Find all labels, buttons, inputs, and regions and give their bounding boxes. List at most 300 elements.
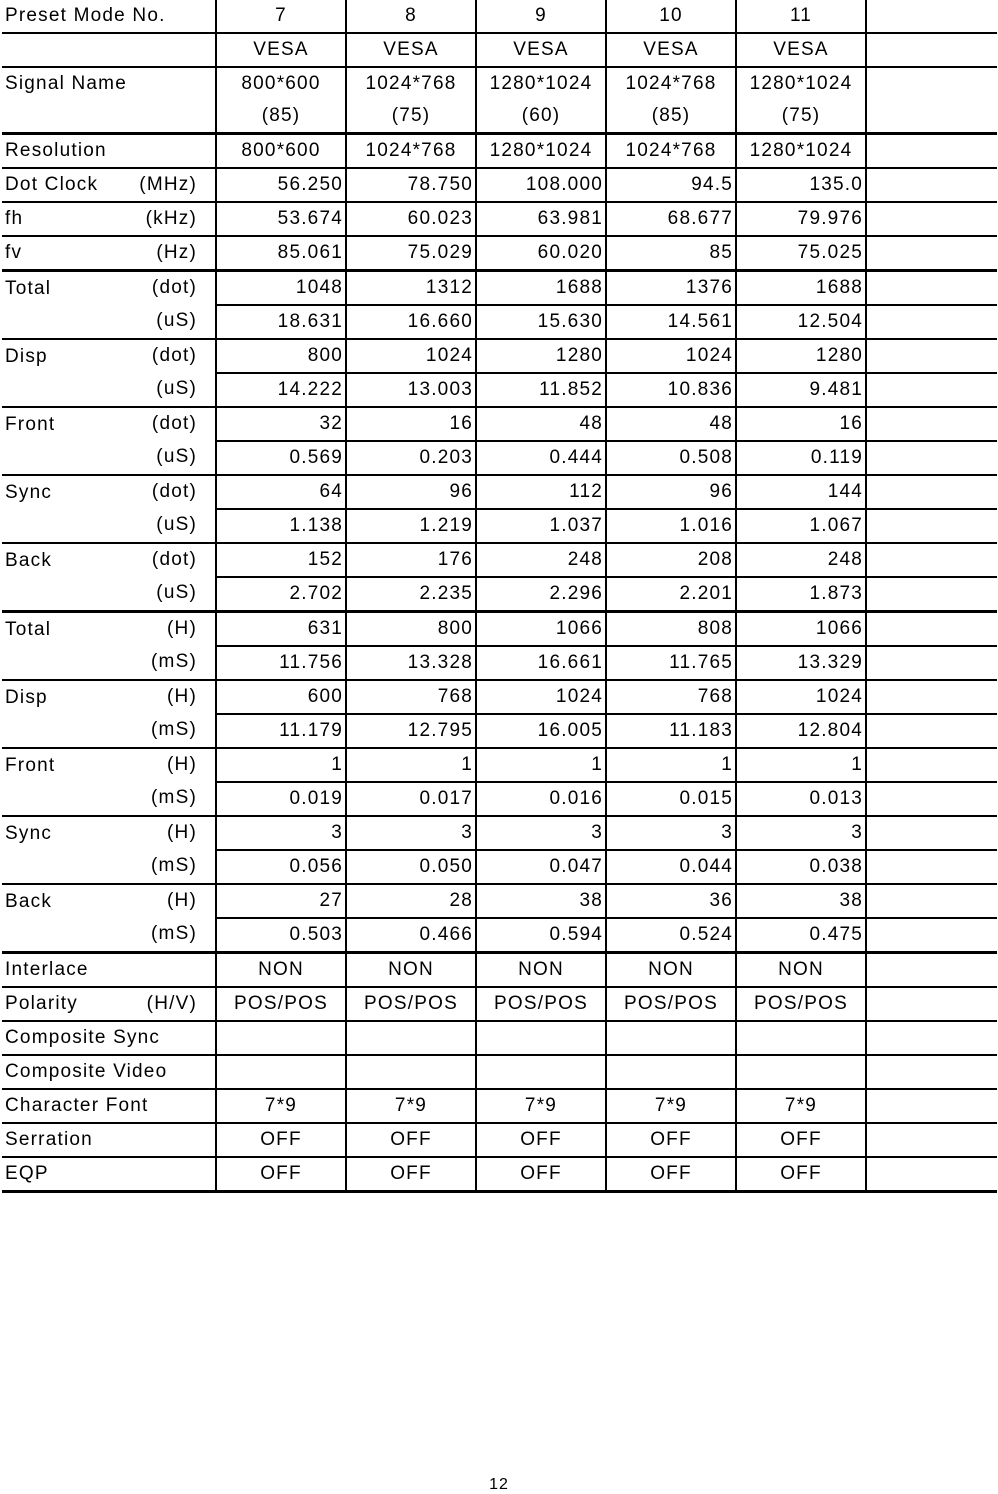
table-cell: 1.016 (606, 509, 736, 543)
table-row (2, 646, 997, 680)
table-cell: 1 (736, 748, 866, 782)
row-label (2, 1123, 216, 1157)
row-label (2, 67, 216, 100)
table-cell: 800 (346, 612, 476, 647)
table-cell: NON (346, 953, 476, 988)
row-label (2, 816, 216, 850)
empty-cell (866, 1157, 997, 1192)
table-cell: 1280*1024 (476, 67, 606, 100)
table-cell: 800 (216, 339, 346, 373)
table-cell: POS/POS (606, 987, 736, 1021)
table-row (2, 612, 997, 647)
table-cell: 14.222 (216, 373, 346, 407)
table-cell: OFF (346, 1123, 476, 1157)
table-cell: 7*9 (606, 1089, 736, 1123)
table-cell: POS/POS (346, 987, 476, 1021)
table-cell: 1024*768 (346, 67, 476, 100)
empty-cell (866, 33, 997, 67)
table-cell: (75) (736, 100, 866, 134)
row-label (2, 918, 216, 953)
row-label-text: Total (5, 618, 52, 640)
table-cell: 1.219 (346, 509, 476, 543)
table-cell: 1 (346, 748, 476, 782)
row-label (2, 1157, 216, 1192)
row-label (2, 271, 216, 306)
table-row (2, 373, 997, 407)
table-cell: 13.328 (346, 646, 476, 680)
table-cell: 0.016 (476, 782, 606, 816)
row-unit: (kHz) (145, 208, 197, 229)
table-cell: 1280 (736, 339, 866, 373)
table-cell: 7*9 (736, 1089, 866, 1123)
row-label (2, 884, 216, 918)
table-row (2, 1089, 997, 1123)
row-label (2, 475, 216, 509)
table-cell: (85) (606, 100, 736, 134)
row-unit: (dot) (151, 549, 197, 570)
table-cell: 0.038 (736, 850, 866, 884)
table-cell: 248 (476, 543, 606, 577)
row-label (2, 577, 216, 612)
table-cell: OFF (216, 1123, 346, 1157)
table-row (2, 680, 997, 714)
table-cell: 768 (346, 680, 476, 714)
table-cell: 1688 (736, 271, 866, 306)
table-cell: POS/POS (216, 987, 346, 1021)
row-unit: (mS) (151, 719, 197, 740)
table-cell: 27 (216, 884, 346, 918)
table-cell: 176 (346, 543, 476, 577)
row-label (2, 680, 216, 714)
table-cell: 48 (476, 407, 606, 441)
table-cell: 96 (606, 475, 736, 509)
table-cell: 2.296 (476, 577, 606, 612)
table-row (2, 202, 997, 236)
row-unit: (uS) (156, 514, 197, 535)
table-row (2, 918, 997, 953)
row-label-text: Sync (5, 822, 53, 844)
row-label (2, 441, 216, 475)
empty-cell (866, 714, 997, 748)
table-cell: 12.795 (346, 714, 476, 748)
table-cell: 1 (606, 748, 736, 782)
table-cell: 56.250 (216, 168, 346, 202)
table-row (2, 236, 997, 271)
table-cell: 112 (476, 475, 606, 509)
table-cell: 16 (736, 407, 866, 441)
table-row (2, 271, 997, 306)
table-cell: 0.524 (606, 918, 736, 953)
table-cell: 53.674 (216, 202, 346, 236)
signal-name-row (2, 67, 997, 100)
table-cell: 78.750 (346, 168, 476, 202)
empty-cell (866, 1089, 997, 1123)
table-cell: 0.466 (346, 918, 476, 953)
row-label-text: Polarity (5, 993, 78, 1014)
row-label-text: Composite Video (5, 1061, 168, 1082)
empty-cell (866, 1123, 997, 1157)
table-cell: 144 (736, 475, 866, 509)
table-cell: 9 (476, 0, 606, 33)
table-cell: 11.179 (216, 714, 346, 748)
row-label (2, 305, 216, 339)
table-cell: 1280*1024 (736, 67, 866, 100)
table-row (2, 1123, 997, 1157)
table-cell: 16.661 (476, 646, 606, 680)
table-cell (736, 1021, 866, 1055)
empty-cell (866, 271, 997, 306)
empty-cell (866, 509, 997, 543)
table-cell: NON (216, 953, 346, 988)
row-label (2, 1055, 216, 1089)
table-row (2, 1157, 997, 1192)
table-row (2, 577, 997, 612)
table-cell: 768 (606, 680, 736, 714)
table-cell: 94.5 (606, 168, 736, 202)
row-label (2, 168, 216, 202)
table-cell: 7 (216, 0, 346, 33)
table-cell: OFF (606, 1123, 736, 1157)
table-cell: OFF (476, 1157, 606, 1192)
table-cell: POS/POS (476, 987, 606, 1021)
row-unit: (mS) (151, 787, 197, 808)
standard-row (2, 33, 997, 67)
table-cell (476, 1055, 606, 1089)
row-label (2, 850, 216, 884)
table-cell: 75.029 (346, 236, 476, 271)
empty-cell (866, 577, 997, 612)
table-cell: POS/POS (736, 987, 866, 1021)
empty-cell (866, 475, 997, 509)
empty-cell (866, 1021, 997, 1055)
row-label-text: Resolution (5, 140, 107, 161)
row-label-text: Character Font (5, 1095, 149, 1116)
table-cell: 2.702 (216, 577, 346, 612)
row-label (2, 0, 216, 33)
table-cell: 13.329 (736, 646, 866, 680)
table-cell: OFF (476, 1123, 606, 1157)
row-label (2, 407, 216, 441)
table-cell: 15.630 (476, 305, 606, 339)
table-cell: 11 (736, 0, 866, 33)
row-label-text: Interlace (5, 959, 89, 980)
table-row (2, 850, 997, 884)
table-cell: 60.023 (346, 202, 476, 236)
table-cell: 0.503 (216, 918, 346, 953)
row-label (2, 612, 216, 647)
table-cell: 7*9 (346, 1089, 476, 1123)
page-number: 12 (489, 1476, 509, 1493)
table-cell: 0.047 (476, 850, 606, 884)
row-label (2, 1089, 216, 1123)
table-cell: 108.000 (476, 168, 606, 202)
empty-cell (866, 1055, 997, 1089)
table-cell: 2.235 (346, 577, 476, 612)
table-cell: 1 (476, 748, 606, 782)
row-label-text: fh (5, 208, 24, 229)
row-label (2, 100, 216, 134)
table-row (2, 782, 997, 816)
table-cell: 1024 (736, 680, 866, 714)
table-cell: OFF (346, 1157, 476, 1192)
mode-number-row (2, 0, 997, 33)
table-cell: 1024 (346, 339, 476, 373)
table-cell: 1.037 (476, 509, 606, 543)
table-row (2, 1021, 997, 1055)
row-label (2, 1021, 216, 1055)
table-cell (606, 1055, 736, 1089)
table-cell: 1280*1024 (736, 134, 866, 169)
table-cell: NON (736, 953, 866, 988)
row-unit: (Hz) (156, 242, 197, 263)
row-label-text: Back (5, 549, 53, 571)
empty-cell (866, 680, 997, 714)
table-cell: 11.756 (216, 646, 346, 680)
table-cell (476, 1021, 606, 1055)
row-unit: (uS) (156, 582, 197, 603)
row-unit: (dot) (151, 481, 197, 502)
table-cell: 0.444 (476, 441, 606, 475)
empty-cell (866, 748, 997, 782)
row-label (2, 782, 216, 816)
table-cell: 0.594 (476, 918, 606, 953)
row-unit: (dot) (151, 277, 197, 298)
table-cell: 7*9 (216, 1089, 346, 1123)
table-row (2, 987, 997, 1021)
table-row (2, 748, 997, 782)
table-cell: 7*9 (476, 1089, 606, 1123)
row-label-text: Signal Name (5, 73, 127, 94)
table-cell: 248 (736, 543, 866, 577)
row-label (2, 646, 216, 680)
empty-cell (866, 850, 997, 884)
table-cell: VESA (476, 33, 606, 67)
table-cell: NON (476, 953, 606, 988)
table-cell: 1688 (476, 271, 606, 306)
table-cell: VESA (606, 33, 736, 67)
table-cell: 9.481 (736, 373, 866, 407)
empty-cell (866, 0, 997, 33)
table-cell: 631 (216, 612, 346, 647)
row-label (2, 714, 216, 748)
table-cell: 1.067 (736, 509, 866, 543)
table-cell: 79.976 (736, 202, 866, 236)
table-cell: 0.508 (606, 441, 736, 475)
row-unit: (mS) (151, 651, 197, 672)
table-cell: 63.981 (476, 202, 606, 236)
table-cell: OFF (216, 1157, 346, 1192)
empty-cell (866, 236, 997, 271)
row-unit: (H) (167, 618, 197, 639)
table-cell: 12.504 (736, 305, 866, 339)
table-cell: 0.013 (736, 782, 866, 816)
table-cell: 0.475 (736, 918, 866, 953)
table-row (2, 441, 997, 475)
table-cell: 3 (736, 816, 866, 850)
table-cell: 68.677 (606, 202, 736, 236)
table-cell: 11.765 (606, 646, 736, 680)
table-cell: 75.025 (736, 236, 866, 271)
table-cell: OFF (736, 1123, 866, 1157)
table-cell: VESA (216, 33, 346, 67)
table-cell: 16.005 (476, 714, 606, 748)
table-cell: 60.020 (476, 236, 606, 271)
table-cell: 0.050 (346, 850, 476, 884)
table-cell: 0.017 (346, 782, 476, 816)
table-cell: 48 (606, 407, 736, 441)
table-cell: 12.804 (736, 714, 866, 748)
table-cell: 64 (216, 475, 346, 509)
table-row (2, 509, 997, 543)
row-label (2, 987, 216, 1021)
table-cell: 0.203 (346, 441, 476, 475)
row-label (2, 748, 216, 782)
row-unit: (H/V) (146, 993, 197, 1014)
table-cell: 1066 (476, 612, 606, 647)
empty-cell (866, 612, 997, 647)
row-unit: (H) (167, 890, 197, 911)
row-label-text: EQP (5, 1163, 49, 1184)
table-cell: 3 (606, 816, 736, 850)
table-cell: 11.183 (606, 714, 736, 748)
table-cell: 16.660 (346, 305, 476, 339)
table-row (2, 543, 997, 577)
empty-cell (866, 816, 997, 850)
table-cell: 11.852 (476, 373, 606, 407)
row-label-text: fv (5, 242, 23, 263)
table-row (2, 1055, 997, 1089)
table-cell: 1024*768 (346, 134, 476, 169)
table-cell: 0.569 (216, 441, 346, 475)
row-label (2, 953, 216, 988)
table-cell: (60) (476, 100, 606, 134)
table-cell: 10.836 (606, 373, 736, 407)
table-row (2, 714, 997, 748)
row-unit: (mS) (151, 923, 197, 944)
table-cell: 0.019 (216, 782, 346, 816)
empty-cell (866, 67, 997, 100)
row-unit: (dot) (151, 345, 197, 366)
row-unit: (uS) (156, 378, 197, 399)
empty-cell (866, 134, 997, 169)
table-cell: 13.003 (346, 373, 476, 407)
table-row (2, 407, 997, 441)
row-unit: (uS) (156, 446, 197, 467)
table-cell: 8 (346, 0, 476, 33)
row-label (2, 543, 216, 577)
table-cell: 152 (216, 543, 346, 577)
table-cell (216, 1055, 346, 1089)
table-cell: 10 (606, 0, 736, 33)
table-cell: 0.119 (736, 441, 866, 475)
table-cell: 800*600 (216, 67, 346, 100)
row-unit: (H) (167, 754, 197, 775)
empty-cell (866, 100, 997, 134)
table-cell: 1280 (476, 339, 606, 373)
row-label (2, 202, 216, 236)
empty-cell (866, 407, 997, 441)
row-label-text: Back (5, 890, 53, 912)
table-cell: 32 (216, 407, 346, 441)
table-cell: 38 (736, 884, 866, 918)
table-cell: 85 (606, 236, 736, 271)
row-unit: (MHz) (139, 174, 197, 195)
table-cell: NON (606, 953, 736, 988)
table-cell: 1024 (606, 339, 736, 373)
table-cell: 36 (606, 884, 736, 918)
table-cell: 0.056 (216, 850, 346, 884)
table-cell: OFF (736, 1157, 866, 1192)
table-row (2, 953, 997, 988)
table-cell: (85) (216, 100, 346, 134)
table-cell: OFF (606, 1157, 736, 1192)
row-label-text: Front (5, 413, 56, 435)
row-label-text: Composite Sync (5, 1027, 161, 1048)
table-cell (606, 1021, 736, 1055)
empty-cell (866, 339, 997, 373)
row-label (2, 33, 216, 67)
row-label-text: Dot Clock (5, 174, 99, 195)
signal-rate-row (2, 100, 997, 134)
table-cell: VESA (736, 33, 866, 67)
row-unit: (dot) (151, 413, 197, 434)
table-cell: 1024 (476, 680, 606, 714)
table-cell: 3 (476, 816, 606, 850)
table-row (2, 168, 997, 202)
table-cell: 14.561 (606, 305, 736, 339)
table-row (2, 339, 997, 373)
row-unit: (H) (167, 822, 197, 843)
table-cell: 600 (216, 680, 346, 714)
table-cell: 1 (216, 748, 346, 782)
table-cell: 96 (346, 475, 476, 509)
table-cell (346, 1055, 476, 1089)
table-cell: 1376 (606, 271, 736, 306)
table-cell: 208 (606, 543, 736, 577)
table-body (2, 0, 997, 1192)
table-cell: 3 (346, 816, 476, 850)
table-cell: 38 (476, 884, 606, 918)
table-cell: 808 (606, 612, 736, 647)
table-cell: 800*600 (216, 134, 346, 169)
row-label (2, 509, 216, 543)
table-cell: 1024*768 (606, 67, 736, 100)
table-cell: 1312 (346, 271, 476, 306)
table-cell: 0.044 (606, 850, 736, 884)
empty-cell (866, 987, 997, 1021)
table-cell: 18.631 (216, 305, 346, 339)
row-unit: (H) (167, 686, 197, 707)
table-row (2, 305, 997, 339)
table-cell: 1280*1024 (476, 134, 606, 169)
row-label-text: Preset Mode No. (5, 5, 166, 26)
row-label (2, 134, 216, 169)
empty-cell (866, 305, 997, 339)
table-cell: 135.0 (736, 168, 866, 202)
empty-cell (866, 168, 997, 202)
table-cell: 85.061 (216, 236, 346, 271)
table-cell (346, 1021, 476, 1055)
table-row (2, 475, 997, 509)
table-cell: 16 (346, 407, 476, 441)
table-cell: (75) (346, 100, 476, 134)
empty-cell (866, 373, 997, 407)
table-cell: 1.873 (736, 577, 866, 612)
row-unit: (uS) (156, 310, 197, 331)
empty-cell (866, 953, 997, 988)
table-cell: 1.138 (216, 509, 346, 543)
empty-cell (866, 646, 997, 680)
